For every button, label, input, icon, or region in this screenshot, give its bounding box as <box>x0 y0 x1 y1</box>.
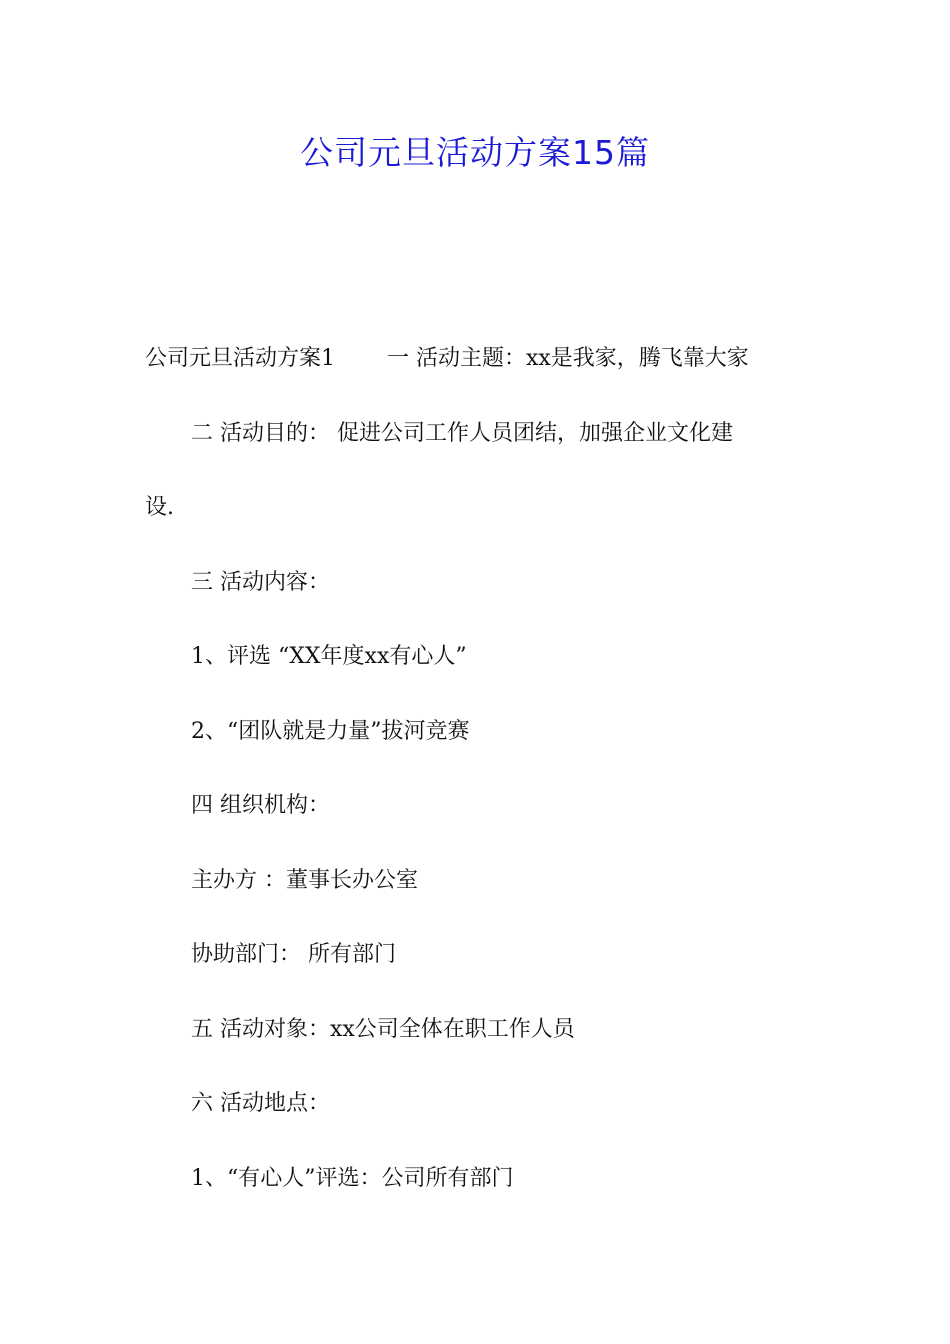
document-body <box>145 336 810 1230</box>
activity-content-heading: 三 活动内容： <box>191 569 330 595</box>
document-title: 公司元旦活动方案15篇 <box>300 133 650 172</box>
content-item-1: 1、评选 “XX年度xx有心人” <box>191 644 467 669</box>
activity-participants: 五 活动对象：xx公司全体在职工作人员 <box>191 1016 575 1042</box>
organizer: 主办方 ：董事长办公室 <box>191 867 418 893</box>
content-item-2: 2、“团队就是力量”拔河竞赛 <box>191 718 470 744</box>
activity-theme: 一 活动主题：xx是我家，腾飞靠大家 <box>387 346 749 371</box>
first-line <box>145 336 810 411</box>
location-item-1: 1、“有心人”评选：公司所有部门 <box>191 1165 514 1191</box>
organization-heading: 四 组织机构： <box>191 793 330 818</box>
activity-location-heading: 六 活动地点： <box>191 1091 330 1116</box>
activity-purpose: 二 活动目的： 促进公司工作人员团结，加强企业文化建 <box>191 420 733 446</box>
assisting-departments: 协助部门： 所有部门 <box>191 942 396 967</box>
section-heading: 公司元旦活动方案1 <box>145 346 335 371</box>
activity-purpose-continued: 设. <box>145 495 174 520</box>
